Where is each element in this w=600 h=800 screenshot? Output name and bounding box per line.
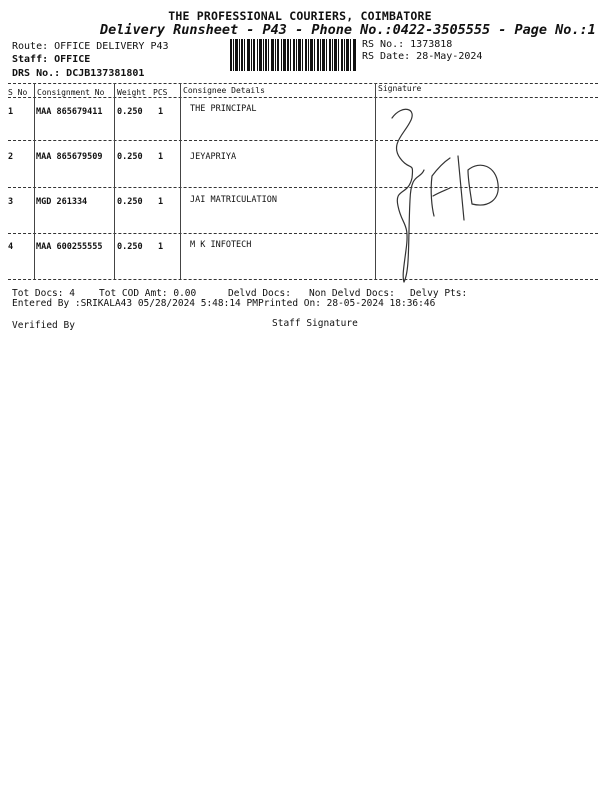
- row-consignment: MGD 261334: [36, 197, 88, 207]
- handwritten-signature-icon: [380, 100, 540, 290]
- row-consignment: MAA 865679509: [36, 152, 103, 162]
- col-header-weight: Weight: [117, 88, 146, 97]
- row-consignment: MAA 600255555: [36, 242, 103, 252]
- row-sno: 2: [8, 152, 14, 162]
- col-header-signature: Signature: [378, 84, 422, 93]
- col-header-sno: S No: [8, 88, 28, 97]
- non-delivered-docs: Non Delvd Docs:: [309, 288, 395, 299]
- drs-number: DRS No.: DCJB137381801: [12, 68, 145, 79]
- entered-by: Entered By :SRIKALA43 05/28/2024 5:48:14 PM: [12, 298, 258, 309]
- row-weight: 0.250: [117, 242, 143, 252]
- total-cod-amount: Tot COD Amt: 0.00: [99, 288, 197, 299]
- column-divider: [180, 83, 181, 279]
- row-weight: 0.250: [117, 107, 143, 117]
- row-sno: 1: [8, 107, 14, 117]
- runsheet-title: Delivery Runsheet - P43 - Phone No.:0422-3505555 - Page No.:1: [100, 22, 596, 38]
- row-divider: [8, 140, 378, 141]
- row-pcs: 1: [158, 242, 164, 252]
- printed-on: Printed On: 28-05-2024 18:36:46: [258, 298, 436, 309]
- delivery-points: Delvy Pts:: [410, 288, 468, 299]
- rs-date: RS Date: 28-May-2024: [362, 51, 483, 62]
- total-docs: Tot Docs: 4: [12, 288, 75, 299]
- company-name: THE PROFESSIONAL COURIERS, COIMBATORE: [168, 9, 432, 23]
- col-header-consignment: Consignment No: [37, 88, 105, 97]
- row-consignee: JEYAPRIYA: [190, 152, 237, 162]
- row-consignee: THE PRINCIPAL: [190, 104, 257, 114]
- column-divider: [375, 83, 376, 279]
- row-consignee: M K INFOTECH: [190, 240, 252, 250]
- row-consignee: JAI MATRICULATION: [190, 195, 277, 205]
- delivered-docs: Delvd Docs:: [228, 288, 291, 299]
- route-label: Route: OFFICE DELIVERY P43: [12, 41, 169, 52]
- row-consignment: MAA 865679411: [36, 107, 103, 117]
- row-sno: 4: [8, 242, 14, 252]
- row-sno: 3: [8, 197, 14, 207]
- table-top-rule: [8, 83, 598, 84]
- row-pcs: 1: [158, 107, 164, 117]
- col-header-consignee: Consignee Details: [183, 86, 265, 95]
- staff-signature-label: Staff Signature: [272, 318, 358, 329]
- column-divider: [114, 83, 115, 279]
- row-pcs: 1: [158, 152, 164, 162]
- rs-number: RS No.: 1373818: [362, 39, 453, 50]
- col-header-pcs: PCS: [153, 88, 168, 97]
- verified-by-label: Verified By: [12, 320, 75, 331]
- table-header-rule: [8, 97, 598, 98]
- row-pcs: 1: [158, 197, 164, 207]
- staff-label: Staff: OFFICE: [12, 54, 91, 65]
- row-weight: 0.250: [117, 197, 143, 207]
- row-weight: 0.250: [117, 152, 143, 162]
- column-divider: [34, 83, 35, 279]
- barcode-icon: [230, 39, 356, 71]
